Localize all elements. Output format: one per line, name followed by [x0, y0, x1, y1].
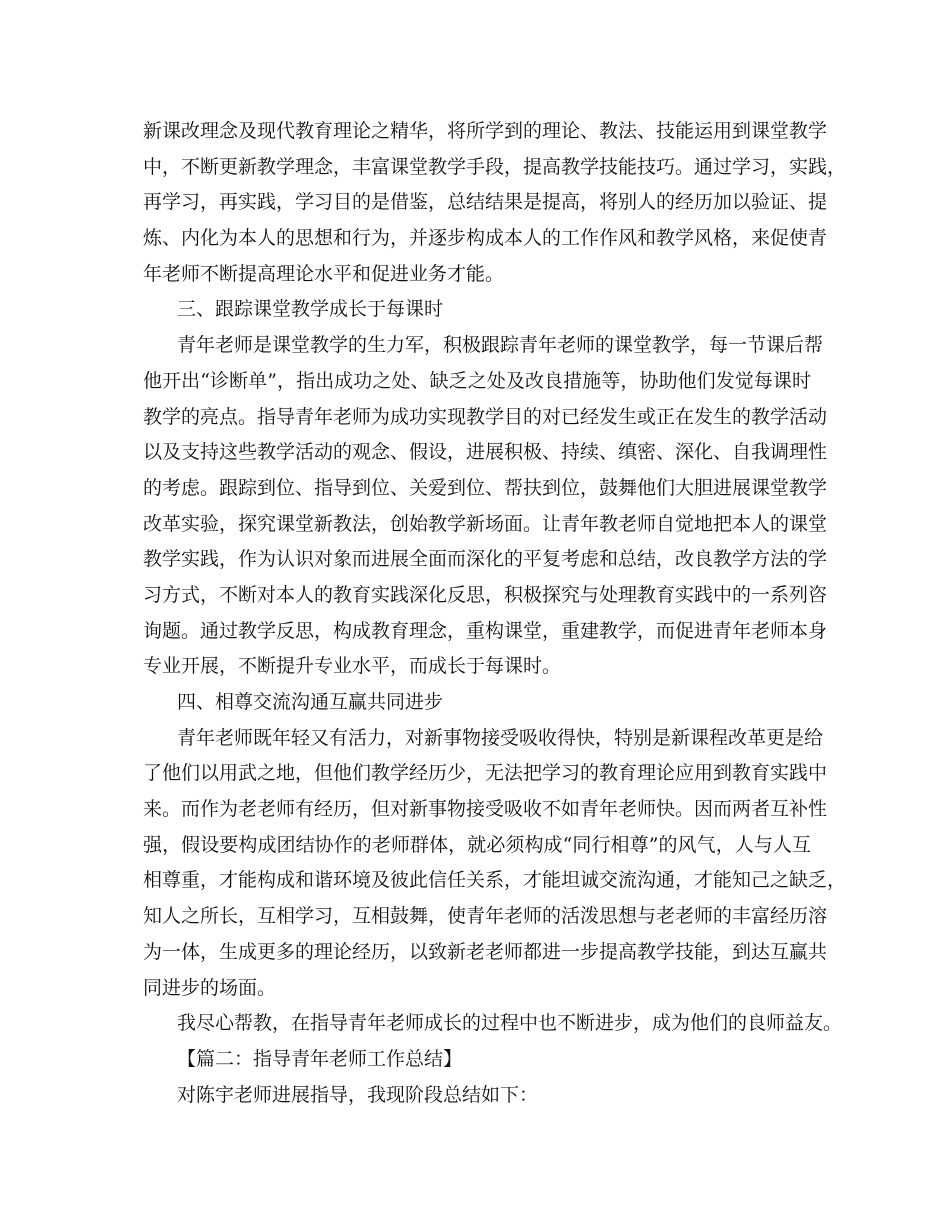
text-line: 强，假设要构成团结协作的老师群体，就必须构成“同行相尊”的风气，人与人互 [143, 833, 811, 856]
text-line: 三、跟踪课堂教学成长于每课时 [177, 298, 444, 321]
text-line: 以及支持这些教学活动的观念、假设，进展积极、持续、缜密、深化、自我调理性 [143, 441, 828, 464]
text-line: 为一体，生成更多的理论经历，以致新老老师都进一步提高教学技能，到达互赢共 [143, 940, 828, 963]
text-line: 四、相尊交流沟通互赢共同进步 [177, 691, 444, 713]
text-line: 的考虑。跟踪到位、指导到位、关爱到位、帮扶到位，鼓舞他们大胆进展课堂教学 [143, 476, 828, 499]
text-line: 炼、内化为本人的思想和行为，并逐步构成本人的工作作风和教学风格，来促使青 [143, 227, 828, 250]
text-line: 专业开展，不断提升专业水平，而成长于每课时。 [143, 655, 562, 678]
text-line: 他开出“诊断单”，指出成功之处、缺乏之处及改良措施等，协助他们发觉每课时 [143, 369, 811, 392]
text-line: 来。而作为老老师有经历，但对新事物接受吸收不如青年老师快。因而两者互补性 [143, 798, 828, 821]
text-line: 青年老师既年轻又有活力，对新事物接受吸收得快，特别是新课程改革更是给 [177, 726, 824, 749]
text-line: 教学的亮点。指导青年老师为成功实现教学目的对已经发生或正在发生的教学活动 [143, 405, 828, 428]
text-line: 询题。通过教学反思，构成教育理念，重构课堂，重建教学，而促进青年老师本身 [143, 619, 828, 642]
text-line: 同进步的场面。 [143, 976, 277, 999]
text-line: 中，不断更新教学理念，丰富课堂教学手段，提高教学技能技巧。通过学习，实践， [143, 155, 847, 178]
text-line: 知人之所长，互相学习，互相鼓舞，使青年老师的活泼思想与老老师的丰富经历溶 [143, 905, 828, 928]
text-line: 习方式，不断对本人的教育实践深化反思，积极探究与处理教育实践中的一系列咨 [143, 583, 828, 606]
text-line: 我尽心帮教，在指导青年老师成长的过程中也不断进步，成为他们的良师益友。 [177, 1012, 843, 1035]
text-line: 对陈宇老师进展指导，我现阶段总结如下： [177, 1083, 539, 1106]
text-line: 【篇二：指导青年老师工作总结】 [177, 1047, 463, 1070]
text-line: 再学习，再实践，学习目的是借鉴，总结结果是提高，将别人的经历加以验证、提 [143, 191, 828, 214]
text-line: 了他们以用武之地，但他们教学经历少，无法把学习的教育理论应用到教育实践中 [143, 762, 828, 785]
text-line: 相尊重，才能构成和谐环境及彼此信任关系，才能坦诚交流沟通，才能知己之缺乏， [143, 869, 847, 892]
text-line: 改革实验，探究课堂新教法，创始教学新场面。让青年教老师自觉地把本人的课堂 [143, 512, 828, 535]
text-line: 年老师不断提高理论水平和促进业务才能。 [143, 262, 505, 285]
text-line: 教学实践，作为认识对象而进展全面而深化的平复考虑和总结，改良教学方法的学 [143, 548, 828, 571]
text-line: 青年老师是课堂教学的生力军，积极跟踪青年老师的课堂教学，每一节课后帮 [177, 334, 824, 357]
text-line: 新课改理念及现代教育理论之精华，将所学到的理论、教法、技能运用到课堂教学 [143, 120, 828, 142]
document-body [143, 114, 847, 1113]
